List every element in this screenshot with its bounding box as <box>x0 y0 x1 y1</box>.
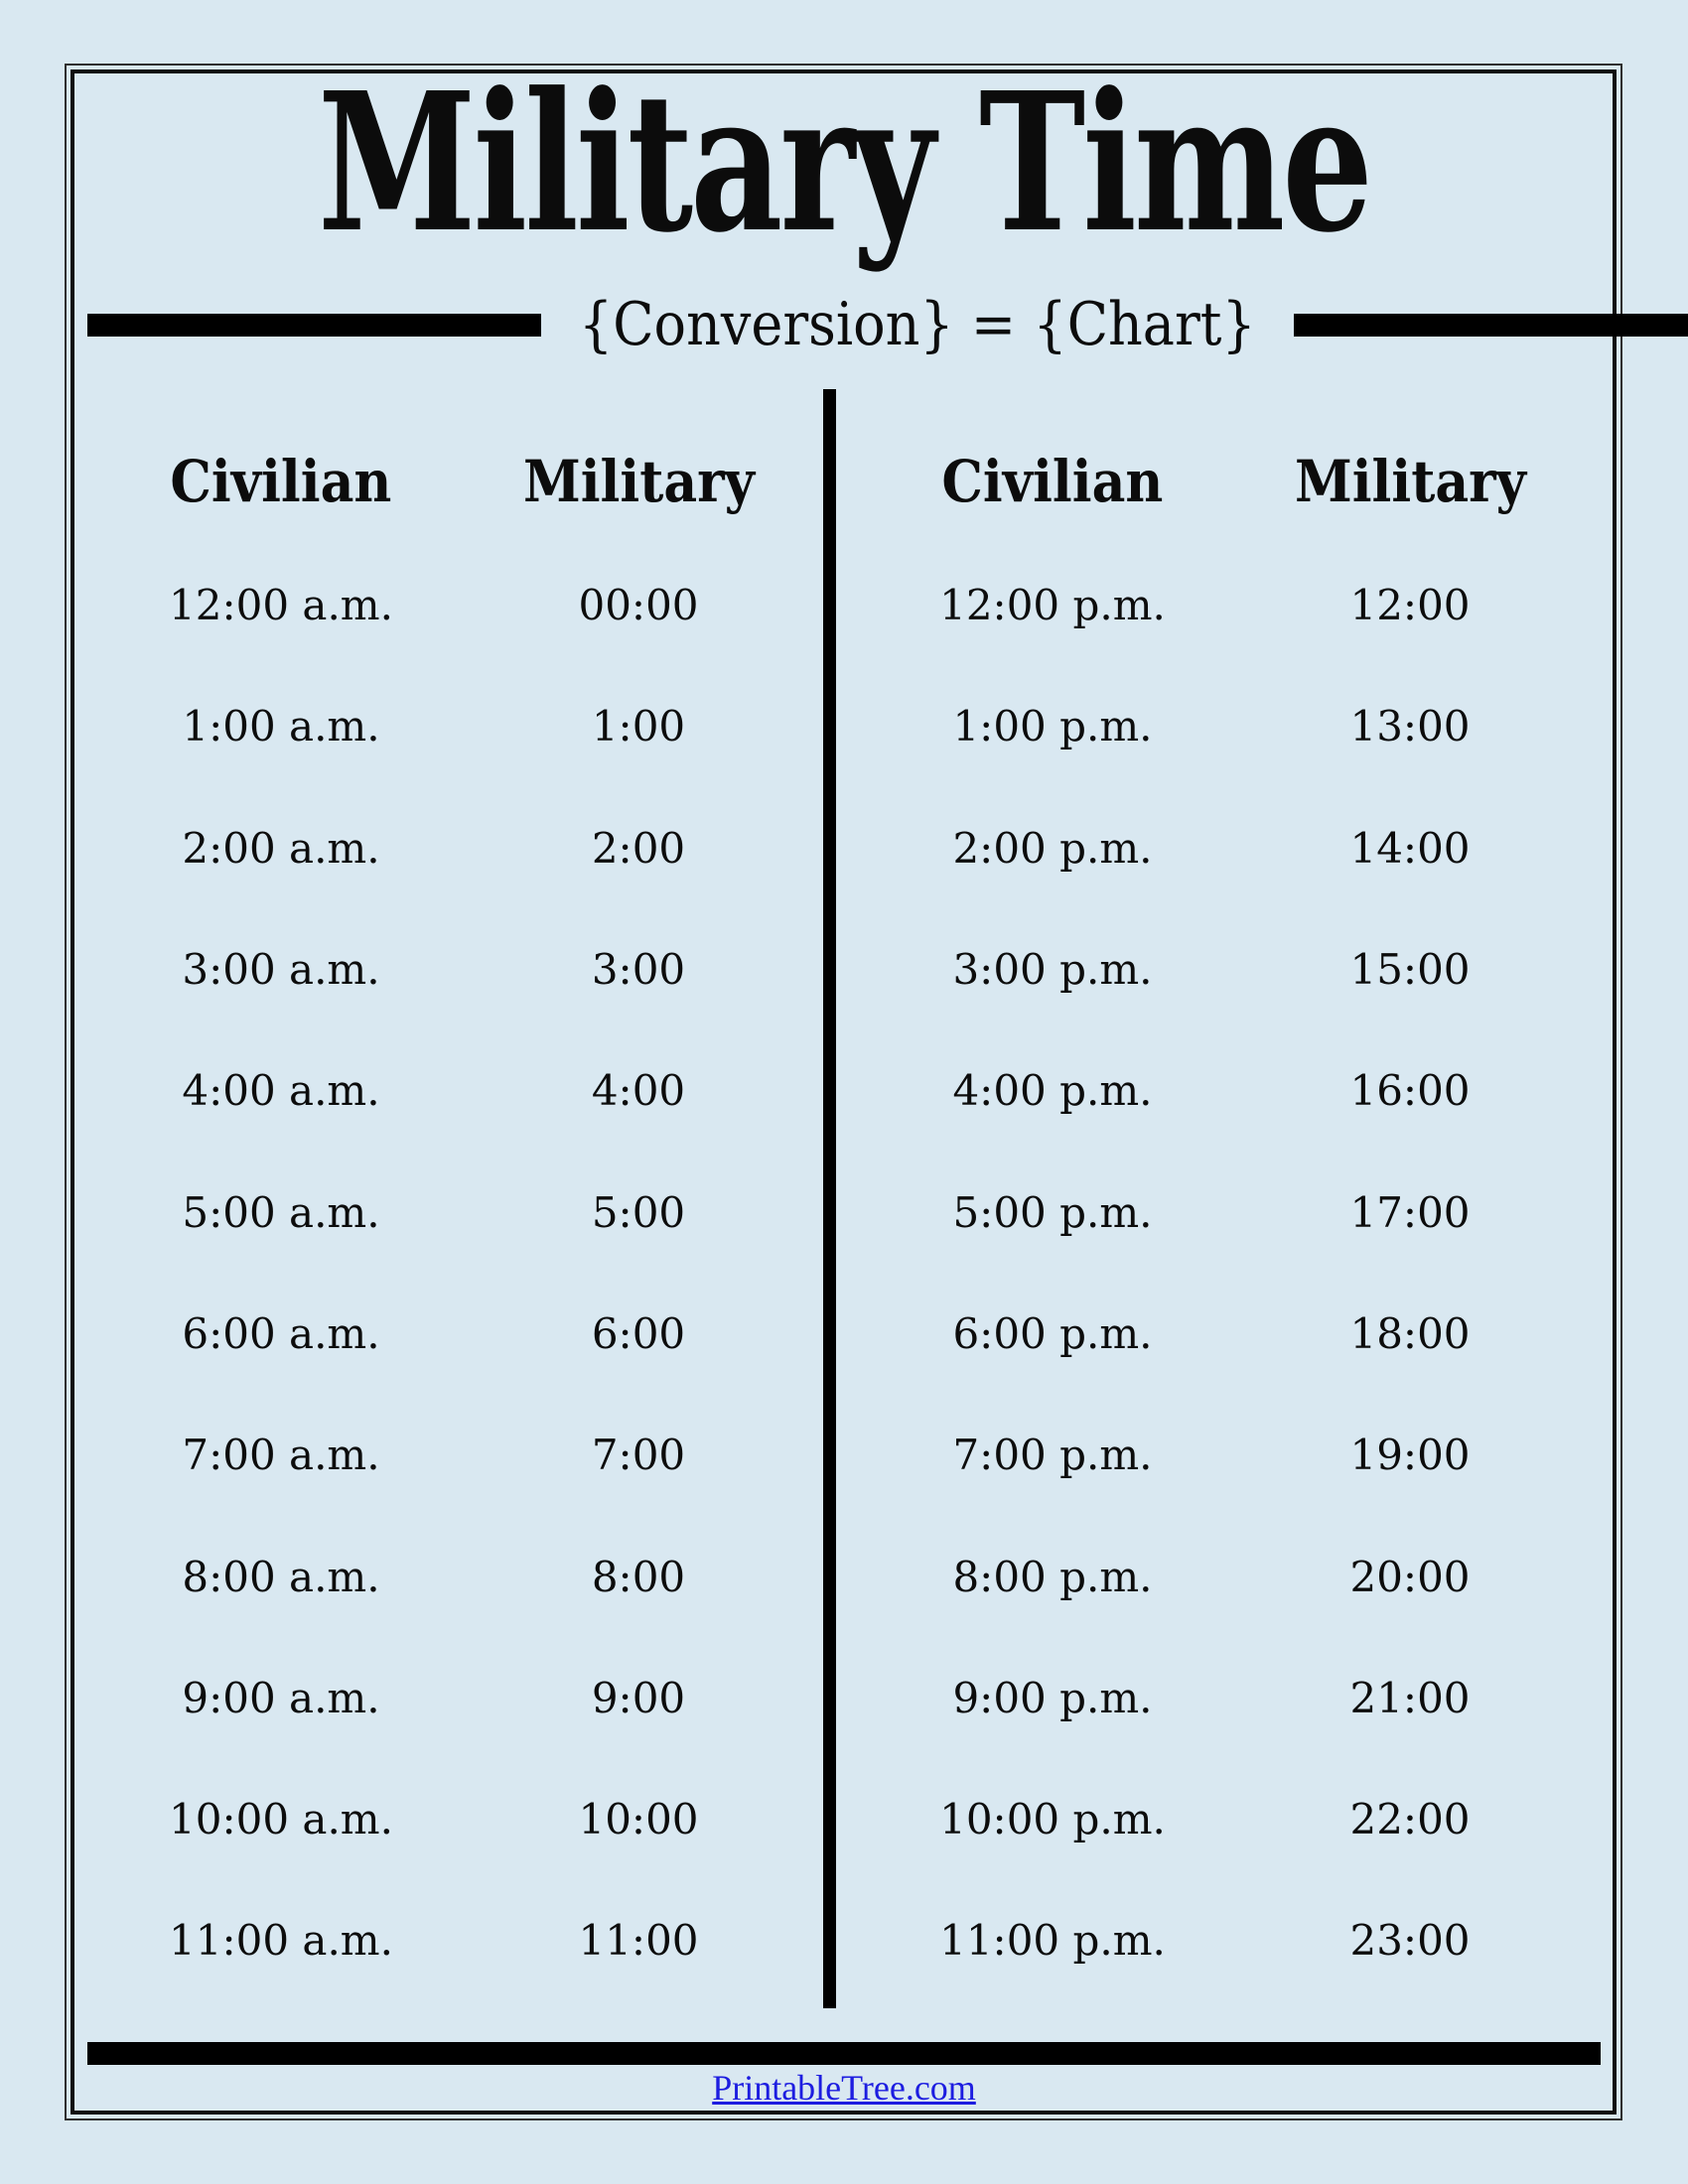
civilian-time-cell: 6:00 a.m. <box>182 1308 380 1358</box>
civilian-time-cell: 1:00 a.m. <box>182 702 380 751</box>
civilian-time-cell: 12:00 p.m. <box>939 581 1166 630</box>
table-row <box>77 1274 792 1395</box>
table-row <box>844 1638 1559 1759</box>
civilian-time-cell: 11:00 p.m. <box>939 1916 1166 1966</box>
table-row <box>77 1880 792 2001</box>
military-time-cell: 3:00 <box>591 945 686 995</box>
civilian-time-cell: 5:00 a.m. <box>182 1187 380 1237</box>
right-table-header <box>844 450 1559 513</box>
civilian-time-cell: 2:00 p.m. <box>952 823 1153 873</box>
table-row <box>844 1030 1559 1152</box>
military-time-cell: 8:00 <box>591 1552 686 1601</box>
military-time-cell: 7:00 <box>591 1431 686 1480</box>
civilian-time-cell: 2:00 a.m. <box>182 823 380 873</box>
military-time-cell: 6:00 <box>591 1308 686 1358</box>
left-column-header-civilian <box>77 448 485 515</box>
military-time-cell: 9:00 <box>591 1673 686 1722</box>
civilian-time-cell: 12:00 a.m. <box>169 581 393 630</box>
civilian-time-cell: 8:00 p.m. <box>952 1552 1153 1601</box>
military-time-cell: 20:00 <box>1349 1552 1471 1601</box>
right-table-body <box>844 545 1559 2002</box>
military-time-cell: 12:00 <box>1349 581 1471 630</box>
table-row <box>844 1880 1559 2001</box>
civilian-time-cell: 10:00 p.m. <box>939 1795 1166 1844</box>
military-time-cell: 21:00 <box>1349 1673 1471 1722</box>
military-time-cell: 00:00 <box>578 581 699 630</box>
table-row <box>77 1152 792 1273</box>
military-time-cell: 23:00 <box>1349 1916 1471 1966</box>
left-column-header-military <box>485 448 792 515</box>
table-row <box>844 1274 1559 1395</box>
left-table-header <box>77 450 792 513</box>
military-time-cell: 18:00 <box>1349 1308 1471 1358</box>
footer-bar <box>87 2042 1601 2065</box>
table-row <box>844 1759 1559 1880</box>
civilian-time-cell: 4:00 a.m. <box>182 1066 380 1116</box>
subtitle-right-bar <box>1294 314 1688 337</box>
civilian-time-cell: 5:00 p.m. <box>952 1187 1153 1237</box>
table-row <box>844 666 1559 787</box>
table-row <box>77 1516 792 1637</box>
left-column-header-civilian-label: Civilian <box>170 448 392 515</box>
table-row <box>844 909 1559 1030</box>
civilian-time-cell: 11:00 a.m. <box>169 1916 393 1966</box>
civilian-time-cell: 7:00 a.m. <box>182 1431 380 1480</box>
right-column-header-military-label: Military <box>1294 448 1526 515</box>
civilian-time-cell: 9:00 a.m. <box>182 1673 380 1722</box>
left-table-body <box>77 545 792 2002</box>
table-row <box>77 1030 792 1152</box>
table-row <box>77 1759 792 1880</box>
right-column-header-civilian <box>844 448 1261 515</box>
table-row <box>77 545 792 666</box>
civilian-time-cell: 8:00 a.m. <box>182 1552 380 1601</box>
footer <box>0 2067 1688 2109</box>
table-row <box>77 788 792 909</box>
military-time-cell: 5:00 <box>591 1187 686 1237</box>
military-time-cell: 14:00 <box>1349 823 1471 873</box>
military-time-cell: 11:00 <box>578 1916 699 1966</box>
table-row <box>844 788 1559 909</box>
left-column-header-military-label: Military <box>522 448 755 515</box>
military-time-cell: 4:00 <box>591 1066 686 1116</box>
military-time-cell: 2:00 <box>591 823 686 873</box>
military-time-cell: 17:00 <box>1349 1187 1471 1237</box>
right-column-header-civilian-label: Civilian <box>941 448 1164 515</box>
civilian-time-cell: 4:00 p.m. <box>952 1066 1153 1116</box>
civilian-time-cell: 3:00 a.m. <box>182 945 380 995</box>
civilian-time-cell: 1:00 p.m. <box>952 702 1153 751</box>
right-column-header-military <box>1261 448 1559 515</box>
civilian-time-cell: 6:00 p.m. <box>952 1308 1153 1358</box>
military-time-cell: 15:00 <box>1349 945 1471 995</box>
vertical-divider <box>823 389 836 2008</box>
military-time-cell: 13:00 <box>1349 702 1471 751</box>
civilian-time-cell: 3:00 p.m. <box>952 945 1153 995</box>
table-row <box>77 1395 792 1516</box>
military-time-cell: 22:00 <box>1349 1795 1471 1844</box>
table-row <box>844 1516 1559 1637</box>
civilian-time-cell: 10:00 a.m. <box>169 1795 393 1844</box>
subtitle: {Conversion} = {Chart} <box>578 290 1256 359</box>
table-row <box>77 909 792 1030</box>
subtitle-left-bar <box>87 314 541 337</box>
table-row <box>844 545 1559 666</box>
civilian-time-cell: 7:00 p.m. <box>952 1431 1153 1480</box>
page-title: Military Time <box>318 52 1370 275</box>
civilian-time-cell: 9:00 p.m. <box>952 1673 1153 1722</box>
military-time-cell: 16:00 <box>1349 1066 1471 1116</box>
footer-link[interactable]: PrintableTree.com <box>712 2068 976 2108</box>
military-time-cell: 1:00 <box>591 702 686 751</box>
subtitle-row <box>87 285 1601 364</box>
military-time-cell: 10:00 <box>578 1795 699 1844</box>
table-row <box>77 1638 792 1759</box>
table-row <box>844 1395 1559 1516</box>
table-row <box>844 1152 1559 1273</box>
military-time-cell: 19:00 <box>1349 1431 1471 1480</box>
table-row <box>77 666 792 787</box>
